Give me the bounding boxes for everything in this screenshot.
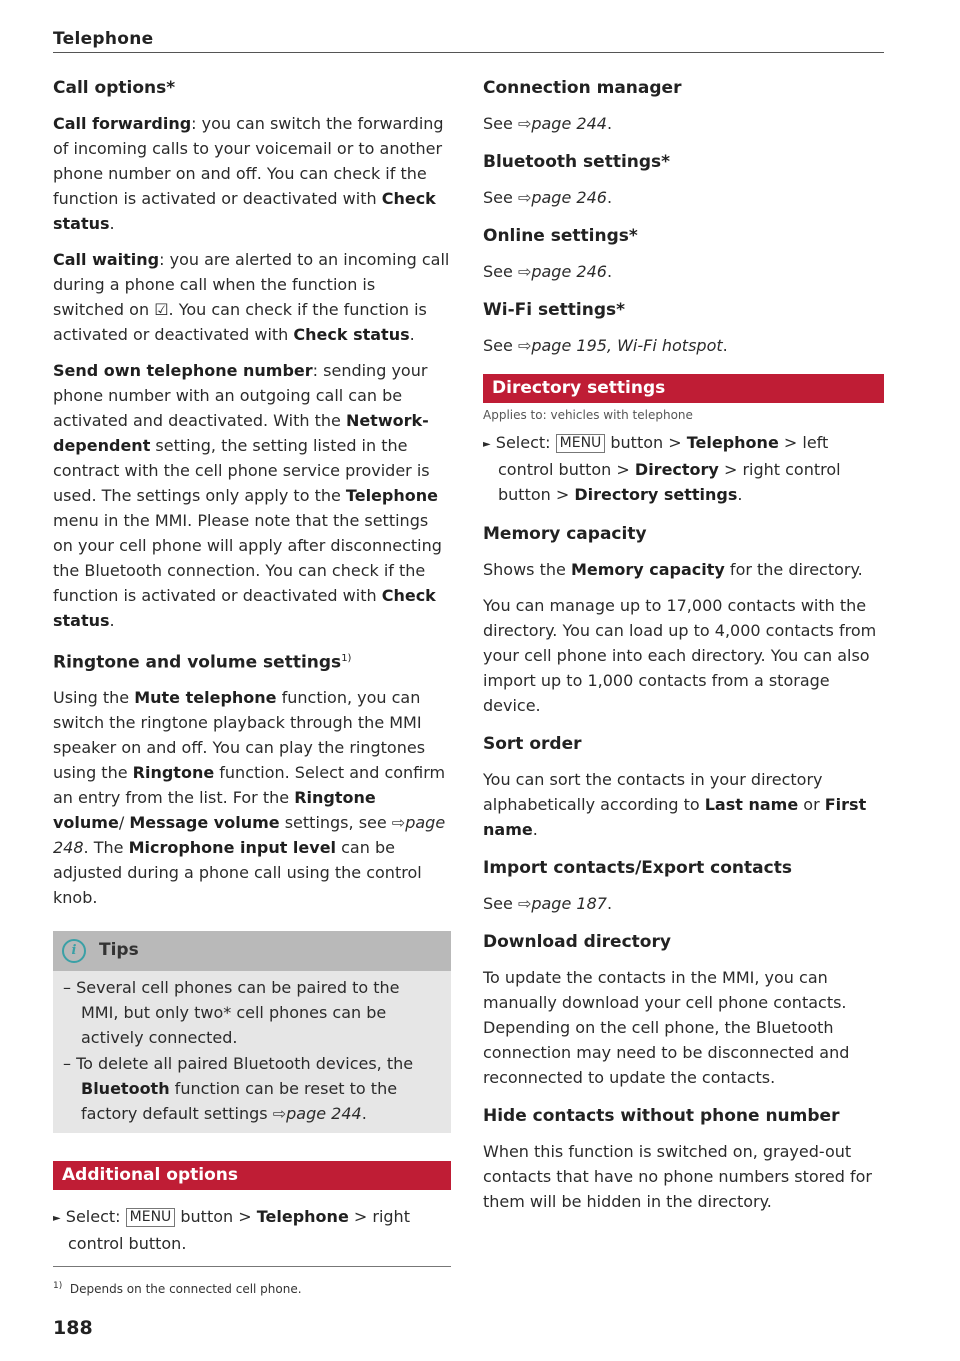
tips-body (53, 971, 451, 1133)
tips-header (53, 931, 451, 971)
page-header (53, 26, 884, 53)
bullet-icon: ► (53, 1212, 61, 1224)
memory-capacity-paragraph: Shows the Memory capacity for the directory. (483, 560, 863, 579)
footnote-ref: 1) (341, 653, 352, 664)
arrow-right-icon: ⇨ (517, 336, 532, 355)
page-reference[interactable]: page 244 (286, 1103, 362, 1123)
call-options-heading: Call options* (53, 78, 176, 98)
checkbox-icon: ☑ (154, 300, 169, 319)
download-directory-heading: Download directory (483, 932, 671, 952)
menu-button-label: MENU (556, 434, 606, 453)
tips-box (53, 931, 451, 1133)
directory-settings-banner: Directory settings (483, 374, 884, 403)
left-column (53, 74, 451, 1256)
memory-limits-paragraph: You can manage up to 17,000 contacts with the directory. You can load up to 4,000 contacts from your cell phone into each directory. You can also import up to 1,000 contacts from a storage device. (483, 596, 877, 715)
see-reference: See ⇨page 187. (483, 894, 613, 913)
connection-manager-heading: Connection manager (483, 78, 682, 98)
see-reference: See ⇨page 246. (483, 262, 613, 281)
wifi-settings-heading: Wi-Fi settings* (483, 300, 626, 320)
see-reference: See ⇨page 244. (483, 114, 613, 133)
page-reference[interactable]: page 248 (53, 812, 446, 857)
footnote-divider (53, 1266, 451, 1267)
additional-options-step: ► Select: MENU button > Telephone > right control button. (53, 1206, 410, 1253)
sort-order-paragraph: You can sort the contacts in your directory alphabetically according to Last name or First name. (483, 770, 867, 839)
page-reference[interactable]: page 195, Wi-Fi hotspot (531, 336, 723, 355)
own-number-paragraph: Send own telephone number: sending your phone number with an outgoing call can be activated and deactivated. With the Network-dependent setting, the setting listed in the contract with the cell phone service provider is used. The settings only apply to the Telephone menu in the MMI. Please note that the settings on your cell phone will apply after disconnecting the Bluetooth connection. You can check if the function is activated or deactivated with Check status. (53, 361, 442, 630)
menu-button-label: MENU (126, 1208, 176, 1227)
bluetooth-settings-heading: Bluetooth settings* (483, 152, 671, 172)
section-title: Telephone (53, 29, 154, 49)
hide-contacts-heading: Hide contacts without phone number (483, 1106, 840, 1126)
term: Call forwarding (53, 114, 192, 133)
import-export-heading: Import contacts/Export contacts (483, 858, 792, 878)
call-waiting-paragraph: Call waiting: you are alerted to an incoming call during a phone call when the function is switched on ☑. You can check if the function is activated or deactivated with Check status. (53, 250, 450, 344)
ringtone-heading: Ringtone and volume settings$^{1)}$ (53, 652, 352, 673)
tips-title: Tips (99, 940, 139, 961)
directory-settings-step: ► Select: MENU button > Telephone > left control button > Directory > right control button > Directory settings. (483, 433, 841, 504)
arrow-right-icon: ⇨ (272, 1103, 287, 1123)
memory-capacity-heading: Memory capacity (483, 524, 647, 544)
hide-contacts-paragraph: When this function is switched on, grayed-out contacts that have no phone numbers stored for them will be hidden in the directory. (483, 1142, 872, 1211)
arrow-right-icon: ⇨ (517, 262, 532, 281)
page-reference[interactable]: page 244 (531, 114, 607, 133)
additional-options-banner: Additional options (53, 1161, 451, 1190)
arrow-right-icon: ⇨ (391, 812, 406, 832)
see-reference: See ⇨page 246. (483, 188, 613, 207)
bullet-icon: ► (483, 439, 491, 450)
page-number: 188 (53, 1317, 93, 1339)
sort-order-heading: Sort order (483, 734, 582, 754)
ringtone-paragraph: Using the Mute telephone function, you can switch the ringtone playback through the MMI speaker on and off. You can play the ringtones using the Ringtone function. Select and confirm an entry from the list. For the Ringtone volume/ Message volume settings, see ⇨page 248. The Microphone input level can be adjusted during a phone call using the control knob. (53, 687, 446, 907)
tip-item: – Several cell phones can be paired to the MMI, but only two* cell phones can be actively connected. (63, 977, 400, 1047)
page-reference[interactable]: page 246 (531, 188, 607, 207)
right-column (483, 74, 884, 1214)
info-icon: i (62, 939, 86, 963)
arrow-right-icon: ⇨ (517, 894, 532, 913)
page-reference[interactable]: page 187 (531, 894, 607, 913)
footnote: $^{1)}$ Depends on the connected cell phone. (53, 1281, 302, 1296)
arrow-right-icon: ⇨ (517, 114, 532, 133)
tip-item: – To delete all paired Bluetooth devices, the Bluetooth function can be reset to the factory default settings ⇨page 244. (63, 1053, 414, 1123)
see-reference: See ⇨page 195, Wi-Fi hotspot. (483, 336, 728, 355)
call-forwarding-paragraph: Call forwarding: you can switch the forwarding of incoming calls to your voicemail or to another phone number on and off. You can check if the function is activated or deactivated with Check status. (53, 114, 444, 233)
term: Send own telephone number (53, 361, 313, 380)
page-reference[interactable]: page 246 (531, 262, 607, 281)
applies-to-note: Applies to: vehicles with telephone (483, 408, 693, 422)
download-directory-paragraph: To update the contacts in the MMI, you can manually download your cell phone contacts. Depending on the cell phone, the Bluetooth connection may need to be disconnected and reconnected to update the contacts. (483, 968, 850, 1087)
arrow-right-icon: ⇨ (517, 188, 532, 207)
online-settings-heading: Online settings* (483, 226, 638, 246)
term: Call waiting (53, 250, 160, 269)
